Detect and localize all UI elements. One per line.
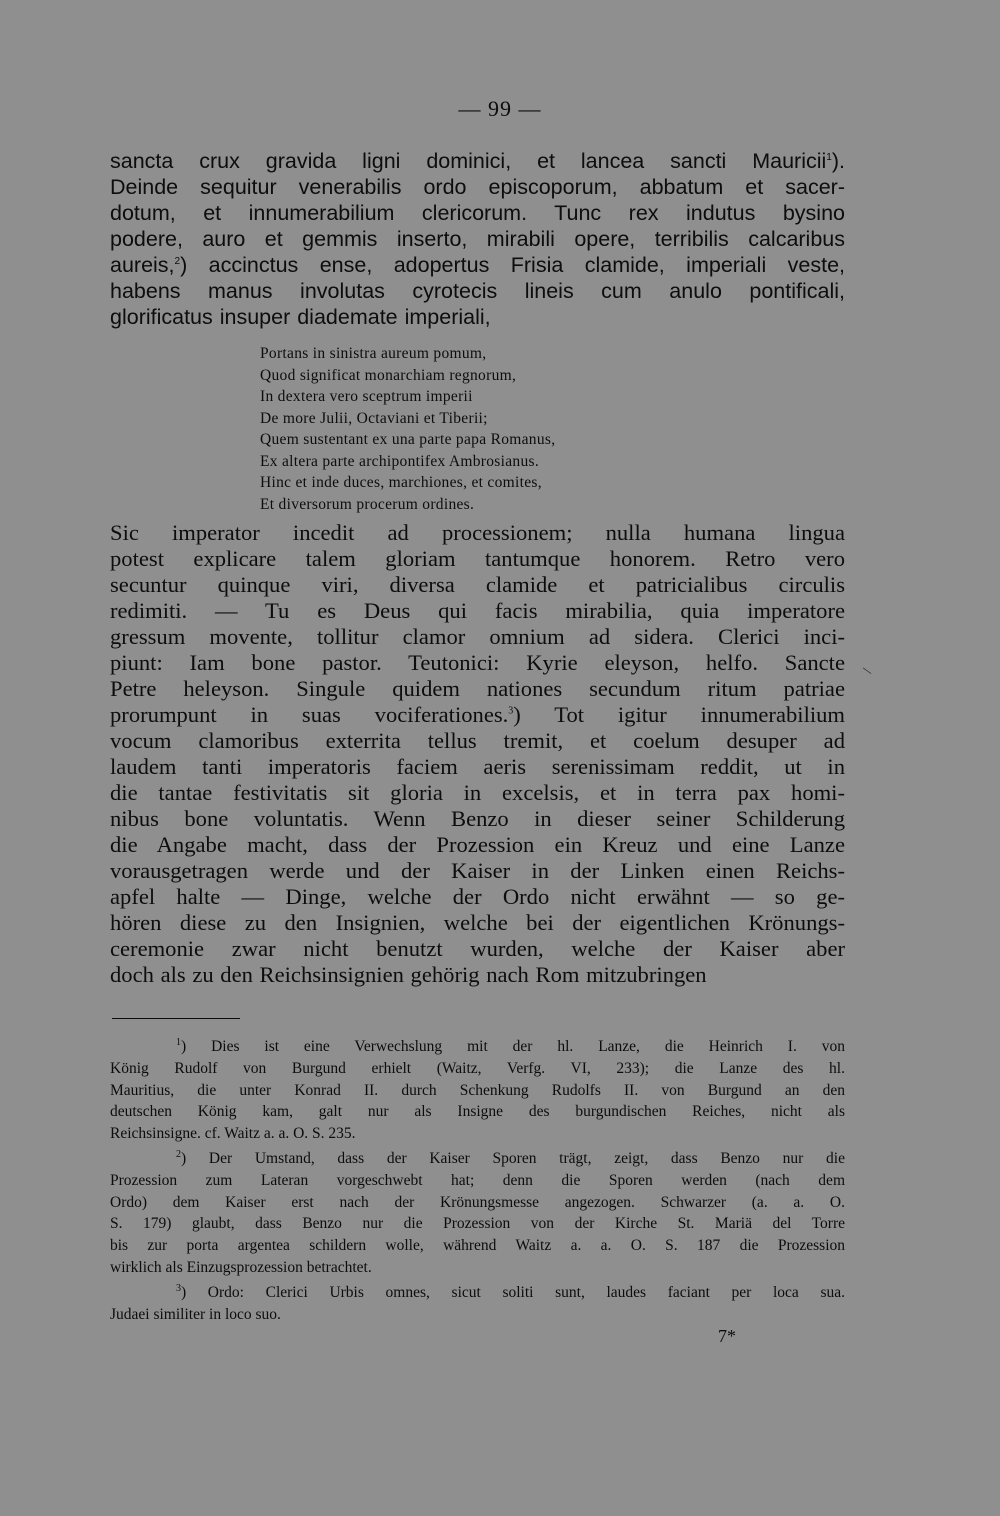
footnote-line: $^2$) Der Umstand, dass der Kaiser Sporen trägt, zeigt, dass Benzo nur die [176,1148,845,1167]
footnote-line: S. 179) glaubt, dass Benzo nur die Prozession von der Kirche St. Mariä del Torre [110,1215,845,1233]
footnote-ref: 3 [508,705,514,717]
paragraph-procession [110,520,845,988]
footnote-line: Ordo) dem Kaiser erst nach der Krönungsmesse angezogen. Schwarzer (a. a. O. [110,1193,845,1211]
text-line: laudem tanti imperatoris faciem aeris serenissimam reddit, ut in [110,754,845,779]
footnote-line: wirklich als Einzugsprozession betrachtet. [110,1258,372,1276]
footnote-3 [110,1282,845,1326]
text-line: hören diese zu den Insignien, welche bei der eigentlichen Krönungs- [110,910,845,935]
text-line: aureis,$^2$) accinctus ense, adopertus Frisia clamide, imperiali veste, [110,253,845,277]
verse-line: Ex altera parte archipontifex Ambrosianus. [260,452,540,470]
text-line: Deinde sequitur venerabilis ordo episcoporum, abbatum et sacer- [110,175,845,199]
verse-line: Hinc et inde duces, marchiones, et comites, [260,474,542,491]
footnote-ref: 1 [826,151,832,163]
footnote-1 [110,1036,845,1145]
text-line: vocum clamoribus exterrita tellus tremit, et coelum desuper ad [110,728,845,753]
text-line: secuntur quinque viri, diversa clamide et patricialibus circulis [110,572,845,597]
text-line: prorumpunt in suas vociferationes.$^3$) Tot igitur innumerabilium [110,702,845,727]
text-line: apfel halte — Dinge, welche der Ordo nicht erwähnt — so ge- [110,884,845,909]
footnote-line: $^1$) Dies ist eine Verwechslung mit der hl. Lanze, die Heinrich I. von [176,1036,845,1055]
footnote-line: deutschen König kam, galt nur als Insigne des burgundischen Reiches, nicht als [110,1103,845,1121]
footnote-line: Prozession zum Lateran vorgeschwebt hat; denn die Sporen werden (nach dem [110,1171,845,1189]
margin-mark: \ [861,664,874,679]
signature-mark: 7* [718,1326,736,1346]
text-line: ceremonie zwar nicht benutzt wurden, welche der Kaiser aber [110,936,845,961]
text-line: podere, auro et gemmis inserto, mirabili opere, terribilis calcaribus [110,227,845,251]
verse-line: In dextera vero sceptrum imperii [260,388,473,405]
text-line: die Angabe macht, dass der Prozession ein Kreuz und eine Lanze [110,832,845,857]
verse-line: Quem sustentant ex una parte papa Romanus, [260,431,556,448]
footnote-line: Judaei similiter in loco suo. [110,1305,281,1323]
footnote-line: $^3$) Ordo: Clerici Urbis omnes, sicut soliti sunt, laudes faciant per loca sua. [176,1282,845,1301]
text-line: dotum, et innumerabilium clericorum. Tunc rex indutus bysino [110,201,845,225]
footnote-2 [110,1148,845,1279]
text-line: glorificatus insuper diademate imperiali, [110,305,491,329]
verse-line: Quod significat monarchiam regnorum, [260,366,517,384]
footnote-line: König Rudolf von Burgund erhielt (Waitz, Verfg. VI, 233); die Lanze des hl. [110,1059,845,1077]
text-line: vorausgetragen werde und der Kaiser in der Linken einen Reichs- [110,858,845,883]
footnote-line: Reichsinsigne. cf. Waitz a. a. O. S. 235. [110,1125,356,1143]
text-line: gressum movente, tollitur clamor omnium ad sidera. Clerici inci- [110,624,845,649]
text-line: die tantae festivitatis sit gloria in excelsis, et in terra pax homi- [110,780,845,805]
text-line: nibus bone voluntatis. Wenn Benzo in dieser seiner Schilderung [110,806,845,831]
paragraph-latin-intro [110,148,845,330]
footnote-ref: 2 [174,255,181,267]
text-line: habens manus involutas cyrotecis lineis cum anulo pontificali, [110,279,845,303]
footnote-line: bis zur porta argentea schildern wolle, während Waitz a. a. O. S. 187 die Prozession [110,1237,845,1255]
text-line: Petre heleyson. Singule quidem nationes secundum ritum patriae [110,676,845,701]
verse-line: Et diversorum procerum ordines. [260,495,475,513]
text-line: piunt: Iam bone pastor. Teutonici: Kyrie eleyson, helfo. Sancte [110,650,845,675]
text-line: doch als zu den Reichsinsignien gehörig nach Rom mitzubringen [110,962,707,987]
text-line: sancta crux gravida ligni dominici, et lancea sancti Mauricii$^1$). [110,149,845,173]
text-line: redimiti. — Tu es Deus qui facis mirabilia, quia imperatore [110,598,845,623]
verse-line: Portans in sinistra aureum pomum, [260,345,487,362]
page-number: — 99 — [458,96,542,121]
verse-line: De more Julii, Octaviani et Tiberii; [260,409,488,427]
footnote-divider [112,1018,240,1019]
footnotes [110,1036,845,1328]
verse-quotation [260,343,555,515]
text-line: Sic imperator incedit ad processionem; nulla humana lingua [110,520,845,545]
text-line: potest explicare talem gloriam tantumque honorem. Retro vero [110,546,845,571]
footnote-line: Mauritius, die unter Konrad II. durch Schenkung Rudolfs II. von Burgund an den [110,1081,845,1099]
